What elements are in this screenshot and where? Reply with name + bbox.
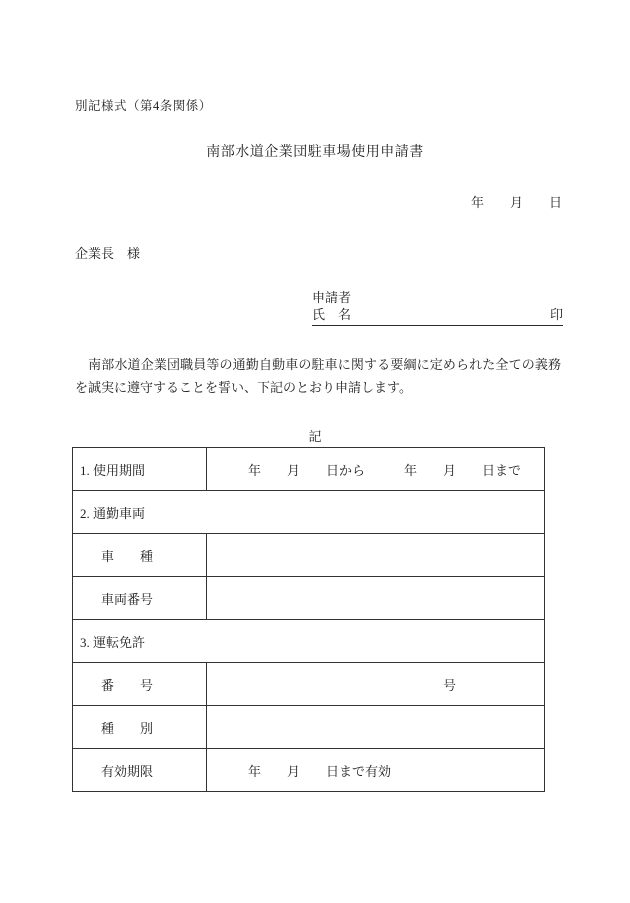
date-line: 年 月 日	[470, 195, 562, 210]
row-label: 車両番号	[73, 577, 207, 620]
row-value	[207, 577, 545, 620]
table-row	[73, 577, 545, 620]
row-value: 年 月 日から 年 月 日まで	[207, 448, 545, 491]
seal-label: 印	[549, 307, 563, 322]
table-row	[73, 706, 545, 749]
form-code: 別記様式（第4条関係）	[75, 99, 212, 113]
row-value: 号	[207, 663, 545, 706]
application-table	[72, 447, 545, 792]
row-label: 2. 通勤車両	[73, 491, 545, 534]
row-label: 車 種	[73, 534, 207, 577]
table-row	[73, 749, 545, 792]
table-row	[73, 620, 545, 663]
row-value	[207, 534, 545, 577]
row-value: 年 月 日まで有効	[207, 749, 545, 792]
table-row	[73, 663, 545, 706]
row-label: 種 別	[73, 706, 207, 749]
row-value	[207, 706, 545, 749]
page-title: 南部水道企業団駐車場使用申請書	[206, 145, 424, 160]
addressee: 企業長 様	[75, 246, 141, 261]
row-label: 有効期限	[73, 749, 207, 792]
table-row	[73, 534, 545, 577]
row-label: 1. 使用期間	[73, 448, 207, 491]
name-label: 氏 名	[312, 307, 352, 322]
body-paragraph: 南部水道企業団職員等の通勤自動車の駐車に関する要綱に定められた全ての義務を誠実に遵守することを誓い、下記のとおり申請します。	[75, 357, 561, 395]
record-marker: 記	[308, 429, 322, 444]
table-row	[73, 448, 545, 491]
applicant-label: 申請者	[312, 290, 352, 305]
row-label: 番 号	[73, 663, 207, 706]
name-signature-line	[312, 304, 563, 326]
row-label: 3. 運転免許	[73, 620, 545, 663]
table-row	[73, 491, 545, 534]
